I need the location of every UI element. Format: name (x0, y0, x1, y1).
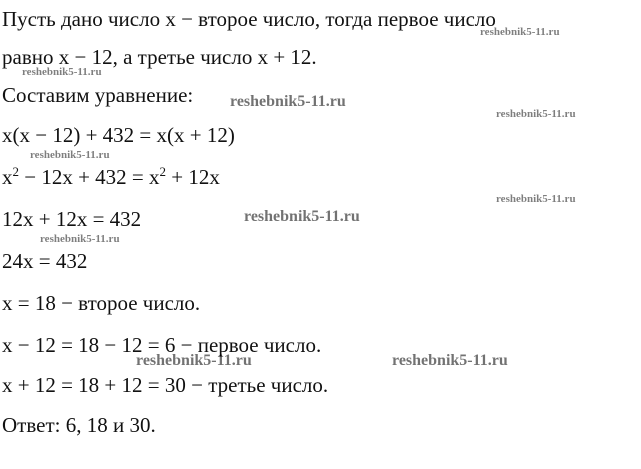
watermark: reshebnik5-11.ru (496, 108, 576, 120)
equation-2-part-c: + 12x (166, 165, 220, 189)
intro-line-1: Пусть дано число x − второе число, тогда первое число (2, 7, 496, 31)
equation-2-part-a: x (2, 165, 13, 189)
equation-heading: Составим уравнение: (2, 83, 194, 107)
watermark: reshebnik5-11.ru (244, 208, 360, 225)
result-line-3: x + 12 = 18 + 12 = 30 − третье число. (2, 373, 329, 397)
equation-1: x(x − 12) + 432 = x(x + 12) (2, 123, 235, 147)
answer-line: Ответ: 6, 18 и 30. (2, 413, 156, 437)
equation-2-exponent-1: 2 (12, 164, 19, 179)
watermark: reshebnik5-11.ru (392, 352, 508, 369)
result-line-2: x − 12 = 18 − 12 = 6 − первое число. (2, 333, 322, 357)
equation-2-exponent-2: 2 (159, 164, 167, 179)
result-line-1: x = 18 − второе число. (2, 291, 201, 315)
watermark: reshebnik5-11.ru (40, 233, 120, 245)
watermark: reshebnik5-11.ru (480, 26, 560, 38)
equation-2 (2, 164, 220, 190)
intro-line-2: равно x − 12, а третье число x + 12. (2, 45, 317, 69)
watermark: reshebnik5-11.ru (230, 93, 346, 110)
equation-2-part-b: − 12x + 432 = x (19, 165, 160, 189)
watermark: reshebnik5-11.ru (22, 66, 102, 78)
watermark: reshebnik5-11.ru (496, 193, 576, 205)
watermark: reshebnik5-11.ru (136, 352, 252, 369)
equation-4: 24x = 432 (2, 249, 88, 273)
equation-3: 12x + 12x = 432 (2, 207, 142, 231)
watermark: reshebnik5-11.ru (30, 149, 110, 161)
